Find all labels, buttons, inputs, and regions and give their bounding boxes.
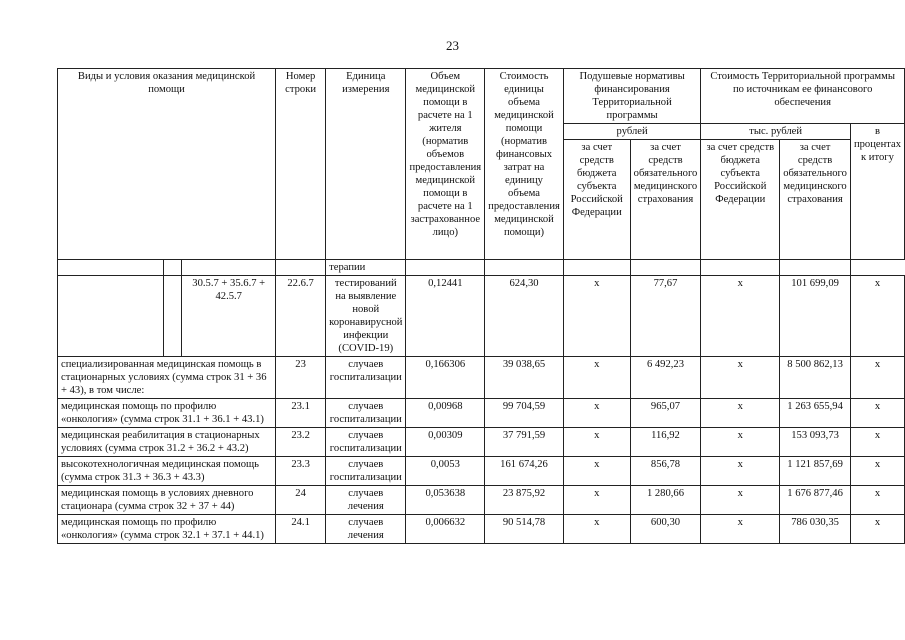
row-budget: х [563,399,630,428]
header-budget-2: за счет средств бюджета субъекта Российской Федерации [701,140,780,260]
row-number: 24.1 [276,515,326,544]
header-unit: Единица измерения [326,69,406,260]
row-percent: х [850,486,904,515]
row-oms-2: 1 121 857,69 [780,457,851,486]
row-oms: 77,67 [630,276,701,357]
row-budget: х [563,486,630,515]
header-oms: за счет средств обязательного медицинского страхования [630,140,701,260]
row-percent: х [850,515,904,544]
row-oms: 1 280,66 [630,486,701,515]
header-rubles: рублей [563,124,700,140]
row-name: 30.5.7 + 35.6.7 + 42.5.7 [182,276,276,357]
row-oms-2: 101 699,09 [780,276,851,357]
header-oms-2: за счет средств обязательного медицинского страхования [780,140,851,260]
row-volume: 0,00309 [406,428,485,457]
row-budget: х [563,428,630,457]
row-volume: 0,12441 [406,276,485,357]
row-oms-2: 786 030,35 [780,515,851,544]
row-oms: 600,30 [630,515,701,544]
header-thousand-rubles: тыс. рублей [701,124,851,140]
row-number: 24 [276,486,326,515]
row-budget-2: х [701,276,780,357]
row-budget: х [563,357,630,399]
table-row [58,276,905,357]
row-unit: случаев госпитализации [326,457,406,486]
row-unit: случаев госпитализации [326,357,406,399]
header-kinds: Виды и условия оказания медицинской помощи [58,69,276,260]
row-number: 23.1 [276,399,326,428]
row-number: 22.6.7 [276,276,326,357]
row-unit: случаев лечения [326,515,406,544]
header-budget: за счет средств бюджета субъекта Российской Федерации [563,140,630,260]
row-cost: 37 791,59 [485,428,564,457]
row-unit: случаев лечения [326,486,406,515]
row-number: 23.3 [276,457,326,486]
continuation-row [58,260,905,276]
header-per-capita: Подушевые нормативы финансирования Территориальной программы [563,69,700,124]
row-name: медицинская помощь по профилю «онкология» (сумма строк 32.1 + 37.1 + 44.1) [58,515,276,544]
row-oms-2: 1 263 655,94 [780,399,851,428]
table-row [58,457,905,486]
header-percent: в процентах к итогу [850,124,904,260]
row-name: медицинская помощь в условиях дневного стационара (сумма строк 32 + 37 + 44) [58,486,276,515]
row-oms: 6 492,23 [630,357,701,399]
row-name: высокотехнологичная медицинская помощь (сумма строк 31.3 + 36.3 + 43.3) [58,457,276,486]
row-percent: х [850,276,904,357]
row-cost: 39 038,65 [485,357,564,399]
row-cost: 90 514,78 [485,515,564,544]
row-budget: х [563,276,630,357]
row-percent: х [850,357,904,399]
header-volume: Объем медицинской помощи в расчете на 1 жителя (норматив объемов предоставления медицинской помощи в расчете на 1 застрахованное лицо) [406,69,485,260]
table-row [58,357,905,399]
row-number: 23.2 [276,428,326,457]
row-percent: х [850,428,904,457]
row-cost: 99 704,59 [485,399,564,428]
table-row [58,486,905,515]
row-volume: 0,00968 [406,399,485,428]
row-cost: 624,30 [485,276,564,357]
row-unit: случаев госпитализации [326,428,406,457]
row-oms: 856,78 [630,457,701,486]
row-cost: 161 674,26 [485,457,564,486]
row-volume: 0,166306 [406,357,485,399]
row-name: медицинская реабилитация в стационарных условиях (сумма строк 31.2 + 36.2 + 43.2) [58,428,276,457]
row-budget-2: х [701,515,780,544]
row-oms: 965,07 [630,399,701,428]
header-row-1 [58,69,905,124]
header-row-number: Номер строки [276,69,326,260]
table-row [58,428,905,457]
row-budget: х [563,457,630,486]
continuation-text: терапии [326,260,406,276]
row-oms-2: 8 500 862,13 [780,357,851,399]
row-name: медицинская помощь по профилю «онкология» (сумма строк 31.1 + 36.1 + 43.1) [58,399,276,428]
row-volume: 0,0053 [406,457,485,486]
row-budget-2: х [701,486,780,515]
row-percent: х [850,399,904,428]
page-number: 23 [446,38,459,53]
header-cost: Стоимость единицы объема медицинской помощи (норматив финансовых затрат на единицу объема предоставления медицинской помощи) [485,69,564,260]
row-budget-2: х [701,457,780,486]
program-cost-table [57,68,905,544]
row-oms: 116,92 [630,428,701,457]
row-budget-2: х [701,399,780,428]
row-name: специализированная медицинская помощь в стационарных условиях (сумма строк 31 + 36 + 43), в том числе: [58,357,276,399]
row-oms-2: 1 676 877,46 [780,486,851,515]
row-volume: 0,006632 [406,515,485,544]
header-territorial-cost: Стоимость Территориальной программы по источникам ее финансового обеспечения [701,69,905,124]
row-budget-2: х [701,357,780,399]
row-budget: х [563,515,630,544]
table-row [58,515,905,544]
row-unit: тестирований на выявление новой коронавирусной инфекции (COVID-19) [326,276,406,357]
table-row [58,399,905,428]
row-cost: 23 875,92 [485,486,564,515]
row-percent: х [850,457,904,486]
row-volume: 0,053638 [406,486,485,515]
row-number: 23 [276,357,326,399]
row-unit: случаев госпитализации [326,399,406,428]
row-budget-2: х [701,428,780,457]
row-oms-2: 153 093,73 [780,428,851,457]
